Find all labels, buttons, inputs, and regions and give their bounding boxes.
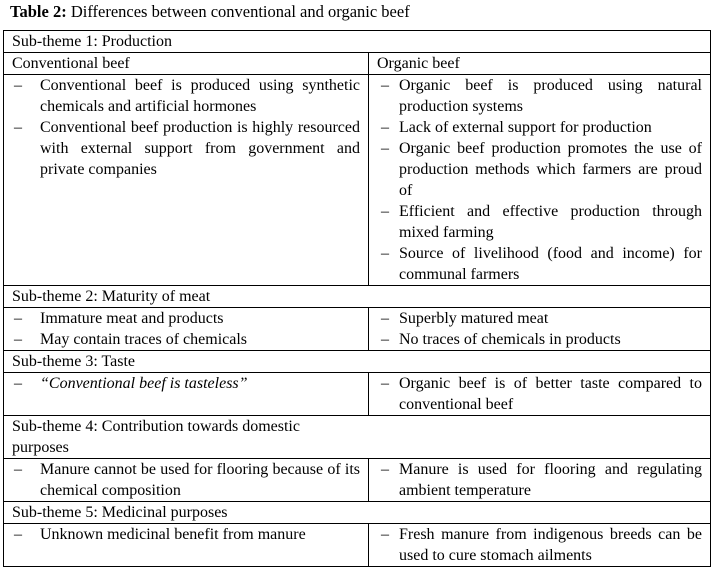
header-organic-beef: Organic beef (369, 53, 711, 75)
list-item: – Manure cannot be used for flooring because of its chemical composition (12, 459, 360, 501)
table-label: Table 2: (10, 2, 67, 21)
subtheme-row (4, 416, 711, 459)
conventional-list (12, 373, 360, 394)
conventional-cell (4, 308, 369, 351)
list-item: – “Conventional beef is tasteless” (12, 373, 360, 394)
content-row (4, 75, 711, 286)
list-item: – Conventional beef production is highly resourced with external support from government and private companies (12, 117, 360, 180)
organic-cell (369, 373, 711, 416)
list-item: – Fresh manure from indigenous breeds can be used to cure stomach ailments (377, 524, 702, 566)
subtheme-text: Sub-theme 4: Contribution towards domestic purposes (12, 418, 300, 456)
organic-list (377, 75, 702, 285)
table-caption-text: Differences between conventional and organic beef (66, 2, 410, 21)
organic-cell (369, 459, 711, 502)
organic-cell (369, 308, 711, 351)
organic-list (377, 373, 702, 415)
conventional-cell (4, 459, 369, 502)
conventional-cell (4, 75, 369, 286)
list-item: – Efficient and effective production through mixed farming (377, 201, 702, 243)
conventional-list (12, 524, 360, 545)
list-item: – Conventional beef is produced using synthetic chemicals and artificial hormones (12, 75, 360, 117)
conventional-list (12, 459, 360, 501)
list-item: – Organic beef production promotes the use of production methods which farmers are proud of (377, 138, 702, 201)
subtheme-row (4, 31, 711, 53)
list-item: – Lack of external support for production (377, 117, 702, 138)
list-item: – May contain traces of chemicals (12, 329, 360, 350)
subtheme-heading (4, 286, 711, 308)
subtheme-heading (4, 416, 711, 459)
organic-list (377, 524, 702, 566)
subtheme-text: Sub-theme 3: Taste (12, 353, 136, 370)
table-caption (10, 2, 410, 22)
subtheme-heading (4, 351, 711, 373)
list-item: – No traces of chemicals in products (377, 329, 702, 350)
list-item: – Immature meat and products (12, 308, 360, 329)
differences-table (3, 30, 711, 567)
content-row (4, 373, 711, 416)
organic-cell (369, 75, 711, 286)
list-item: – Organic beef is produced using natural production systems (377, 75, 702, 117)
list-item: – Organic beef is of better taste compared to conventional beef (377, 373, 702, 415)
list-item: – Superbly matured meat (377, 308, 702, 329)
subtheme-text: Sub-theme 2: Maturity of meat (12, 288, 211, 305)
list-item: – Source of livelihood (food and income) for communal farmers (377, 243, 702, 285)
conventional-cell (4, 373, 369, 416)
subtheme-row (4, 286, 711, 308)
subtheme-row (4, 502, 711, 524)
subtheme-heading (4, 502, 711, 524)
organic-list (377, 459, 702, 501)
organic-list (377, 308, 702, 350)
list-item: – Manure is used for flooring and regulating ambient temperature (377, 459, 702, 501)
conventional-list (12, 308, 360, 350)
content-row (4, 308, 711, 351)
subtheme-heading (4, 31, 711, 53)
column-header-row (4, 53, 711, 75)
organic-cell (369, 524, 711, 567)
subtheme-text: Sub-theme 5: Medicinal purposes (12, 504, 228, 521)
conventional-list (12, 75, 360, 180)
conventional-cell (4, 524, 369, 567)
list-item: – Unknown medicinal benefit from manure (12, 524, 360, 545)
header-conventional-beef: Conventional beef (4, 53, 369, 75)
content-row (4, 524, 711, 567)
content-row (4, 459, 711, 502)
subtheme-text: Sub-theme 1: Production (12, 33, 172, 50)
subtheme-row (4, 351, 711, 373)
